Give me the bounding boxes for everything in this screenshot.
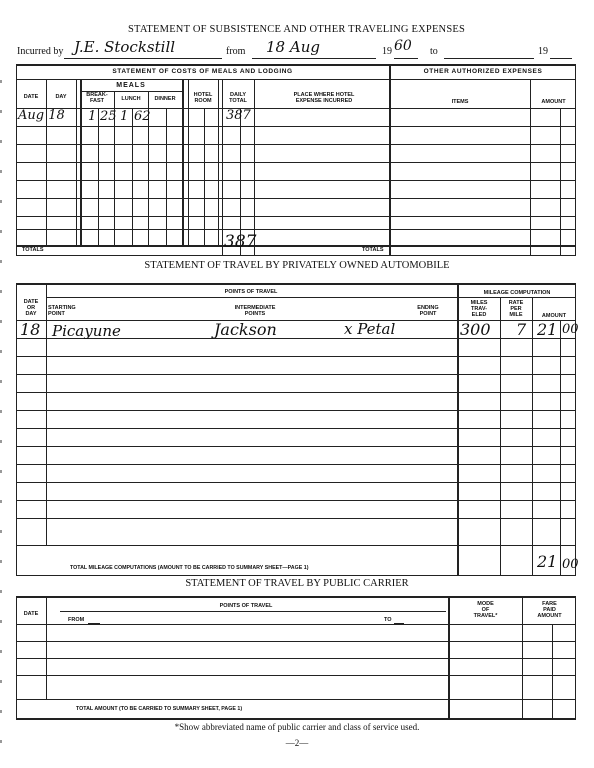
meals-totals-label: TOTALS <box>22 247 44 253</box>
col-dinner: DINNER <box>154 96 176 102</box>
incurred-by-field[interactable]: J.E. Stockstill <box>74 38 176 56</box>
meals-totals-value[interactable]: 387 <box>224 232 257 252</box>
auto-col-amount: AMOUNT <box>541 313 567 319</box>
auto-total-amount[interactable]: 21 <box>537 552 558 571</box>
from-line <box>252 58 376 59</box>
auto-col-date: DATE OR DAY <box>23 299 39 317</box>
footnote: *Show abbreviated name of public carrier and class of service used. <box>174 722 420 732</box>
col-hotel-room: HOTEL ROOM <box>193 92 213 104</box>
from-label: from <box>226 46 246 57</box>
auto-row1-intermediate[interactable]: Jackson <box>214 320 277 339</box>
col-lunch: LUNCH <box>121 96 141 102</box>
auto-row1-rate[interactable]: 7 <box>516 320 527 339</box>
year-line <box>394 58 418 59</box>
auto-col-ending: ENDING POINT <box>417 305 439 317</box>
meals-row1-breakfast[interactable]: 25 <box>100 109 117 124</box>
carrier-to-label: TO <box>384 617 392 623</box>
meals-row1-daily-total[interactable]: 387 <box>226 108 251 123</box>
meals-row1-day[interactable]: 1 <box>88 109 97 124</box>
auto-row1-cents[interactable]: 00 <box>562 322 579 337</box>
col-meals: MEALS <box>116 82 146 89</box>
auto-total-label: TOTAL MILEAGE COMPUTATIONS (AMOUNT TO BE CARRIED TO SUMMARY SHEET—PAGE 1) <box>70 565 309 571</box>
incurred-by-label: Incurred by <box>17 46 64 57</box>
auto-col-miles: MILES TRAV- ELED <box>470 300 488 318</box>
to-line[interactable] <box>444 58 534 59</box>
auto-row1-ending[interactable]: x Petal <box>344 320 396 338</box>
col-amount: AMOUNT <box>541 99 566 105</box>
year-line-2 <box>550 58 572 59</box>
carrier-points-of-travel: POINTS OF TRAVEL <box>219 603 273 609</box>
auto-col-intermediate: INTERMEDIATE POINTS <box>234 305 276 317</box>
col-items: ITEMS <box>451 99 469 105</box>
carrier-col-date: DATE <box>23 611 39 617</box>
auto-row1-miles[interactable]: 300 <box>460 320 491 339</box>
meals-row1-date[interactable]: Aug 18 <box>18 108 65 123</box>
auto-row1-amount[interactable]: 21 <box>537 320 558 339</box>
meals-row1-lunch[interactable]: 1 <box>120 109 129 124</box>
to-label: to <box>430 46 438 57</box>
col-breakfast: BREAK- FAST <box>86 92 108 104</box>
auto-mileage-computation: MILEAGE COMPUTATION <box>483 290 551 296</box>
meals-row1-dinner[interactable]: 62 <box>134 109 151 124</box>
carrier-total-label: TOTAL AMOUNT (TO BE CARRIED TO SUMMARY SHEET, PAGE 1) <box>76 706 243 712</box>
incurred-by-line <box>64 58 222 59</box>
auto-section-title: STATEMENT OF TRAVEL BY PRIVATELY OWNED AUTOMOBILE <box>144 260 450 271</box>
auto-total-cents[interactable]: 00 <box>562 557 579 572</box>
carrier-from-label: FROM <box>68 617 85 623</box>
meals-section-title: STATEMENT OF COSTS OF MEALS AND LODGING <box>112 68 293 75</box>
auto-col-rate: RATE PER MILE <box>508 300 524 318</box>
col-daily-total: DAILY TOTAL <box>229 92 247 104</box>
col-date: DATE <box>23 94 39 100</box>
col-place: PLACE WHERE HOTEL EXPENSE INCURRED <box>293 92 355 104</box>
col-day: DAY <box>55 94 67 100</box>
carrier-section-title: STATEMENT OF TRAVEL BY PUBLIC CARRIER <box>185 578 409 589</box>
other-totals-label: TOTALS <box>362 247 384 253</box>
from-date-field[interactable]: 18 Aug <box>266 38 320 56</box>
auto-row1-start[interactable]: Picayune <box>52 322 121 340</box>
carrier-col-mode: MODE OF TRAVEL* <box>473 601 498 619</box>
page-number: —2— <box>285 738 309 748</box>
auto-points-of-travel: POINTS OF TRAVEL <box>224 289 278 295</box>
form-title: STATEMENT OF SUBSISTENCE AND OTHER TRAVELING EXPENSES <box>128 24 466 35</box>
year-field[interactable]: 60 <box>394 38 412 54</box>
auto-col-start: STARTING POINT <box>48 305 76 317</box>
year-prefix-1: 19 <box>382 46 392 57</box>
other-expenses-title: OTHER AUTHORIZED EXPENSES <box>423 68 543 75</box>
auto-row1-day[interactable]: 18 <box>20 320 41 339</box>
carrier-col-fare: FARE PAID AMOUNT <box>537 601 562 619</box>
year-prefix-2: 19 <box>538 46 548 57</box>
